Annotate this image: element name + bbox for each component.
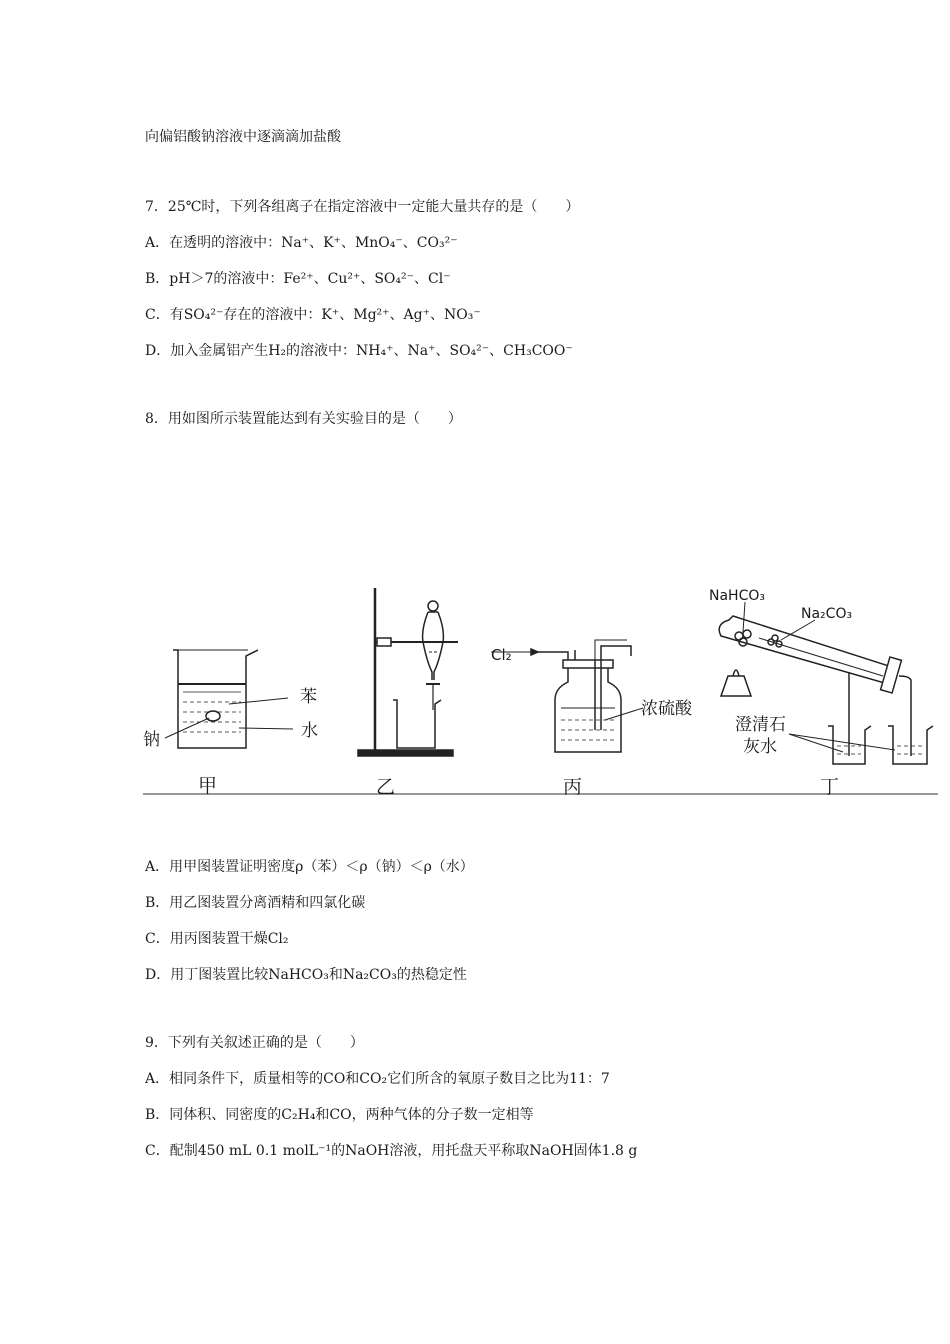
q9-option-a: A．相同条件下，质量相等的CO和CO₂它们所含的氧原子数目之比为11：7 — [145, 1071, 610, 1087]
label-na2co3: Na₂CO₃ — [801, 606, 853, 622]
q8-option-c: C．用丙图装置干燥Cl₂ — [145, 931, 289, 947]
q7-option-a: A．在透明的溶液中：Na⁺、K⁺、MnO₄⁻、CO₃²⁻ — [145, 235, 458, 251]
label-yi: 乙 — [376, 776, 396, 798]
label-ding: 丁 — [820, 776, 840, 798]
q8-option-a: A．用甲图装置证明密度ρ（苯）＜ρ（钠）＜ρ（水） — [145, 859, 474, 875]
label-cl2: Cl₂ — [491, 646, 512, 664]
label-sodium: 钠 — [143, 730, 160, 750]
label-limewater-2: 灰水 — [743, 737, 777, 757]
apparatus-jia — [165, 650, 293, 748]
q7-stem: 7．25℃时，下列各组离子在指定溶液中一定能大量共存的是（ ） — [145, 199, 580, 215]
q7-option-d: D．加入金属铝产生H₂的溶液中：NH₄⁺、Na⁺、SO₄²⁻、CH₃COO⁻ — [145, 343, 573, 359]
q9-option-c: C．配制450 mL 0.1 molL⁻¹的NaOH溶液，用托盘天平称取NaOH固体1.8 g — [145, 1143, 638, 1159]
label-limewater-1: 澄清石 — [735, 715, 786, 735]
q9-stem: 9．下列有关叙述正确的是（ ） — [145, 1035, 364, 1051]
apparatus-yi — [358, 588, 458, 756]
q7-option-c: C．有SO₄²⁻存在的溶液中：K⁺、Mg²⁺、Ag⁺、NO₃⁻ — [145, 307, 481, 323]
apparatus-figure — [143, 580, 938, 800]
apparatus-bing — [491, 640, 643, 752]
q7-option-b: B．pH＞7的溶液中：Fe²⁺、Cu²⁺、SO₄²⁻、Cl⁻ — [145, 271, 451, 287]
label-jia: 甲 — [198, 775, 218, 797]
label-conc-sulfuric: 浓硫酸 — [641, 699, 692, 719]
label-nahco3: NaHCO₃ — [709, 588, 765, 604]
intro-text: 向偏铝酸钠溶液中逐滴滴加盐酸 — [145, 129, 341, 145]
q9-option-b: B．同体积、同密度的C₂H₄和CO，两种气体的分子数一定相等 — [145, 1107, 534, 1123]
q8-option-d: D．用丁图装置比较NaHCO₃和Na₂CO₃的热稳定性 — [145, 967, 467, 983]
label-water: 水 — [301, 721, 318, 741]
label-bing: 丙 — [563, 776, 583, 798]
q8-option-b: B．用乙图装置分离酒精和四氯化碳 — [145, 895, 366, 911]
q8-stem: 8．用如图所示装置能达到有关实验目的是（ ） — [145, 411, 462, 427]
label-benzene: 苯 — [300, 687, 317, 707]
